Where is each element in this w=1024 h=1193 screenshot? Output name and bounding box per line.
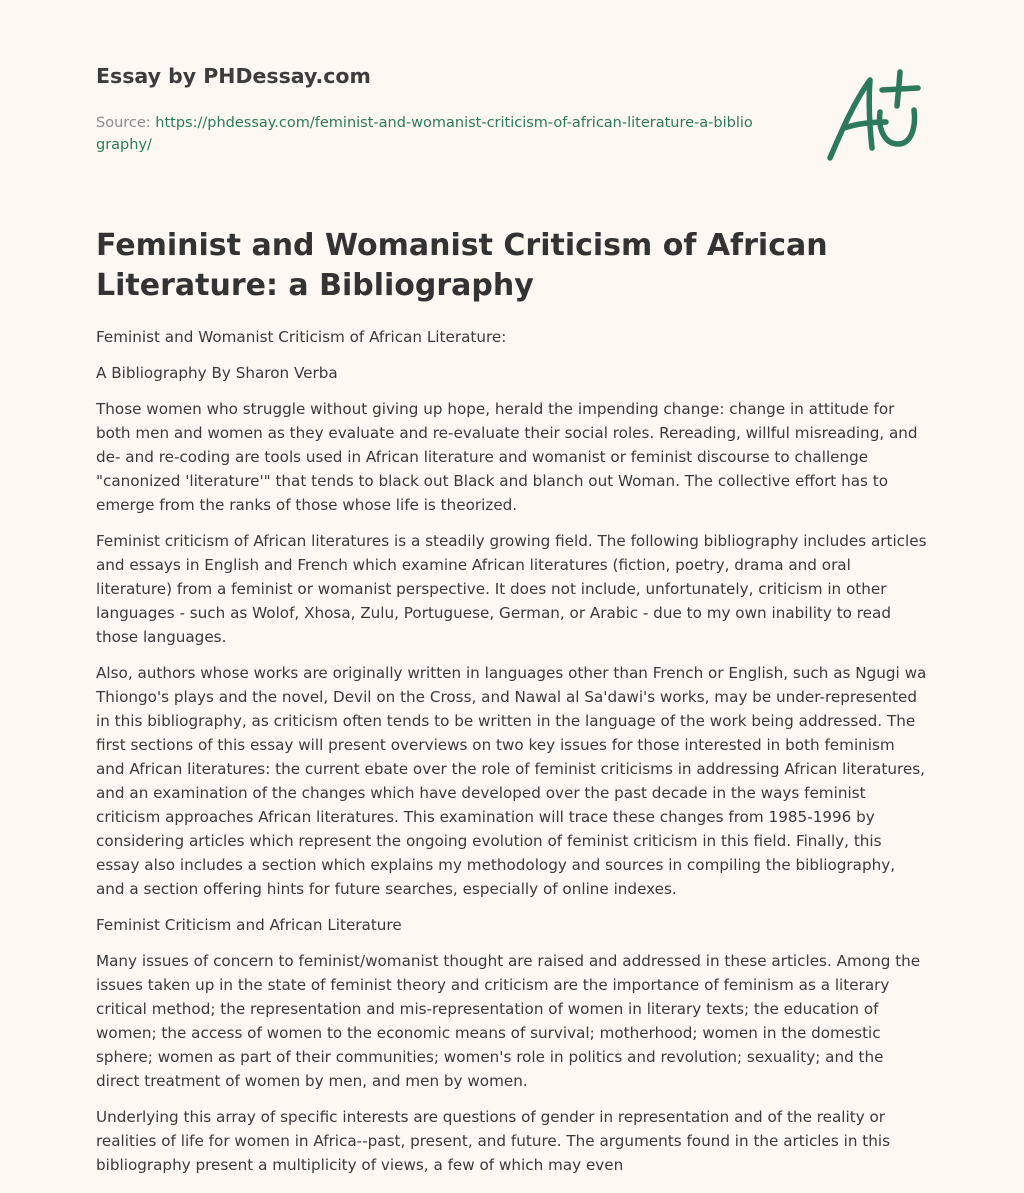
essay-title: Feminist and Womanist Criticism of African Literature: a Bibliography [96, 228, 828, 303]
a-plus-grade-icon [820, 64, 932, 168]
essay-paragraph: Feminist criticism of African literatures is a steadily growing field. The following bibliography includes articles and essays in English and French which examine African literatures (fiction, poetry, drama and oral literature) from a feminist or womanist perspective. It does not include, unfortunately, criticism in other languages - such as Wolof, Xhosa, Zulu, Portuguese, German, or Arabic - due to my own inability to read those languages. [96, 532, 927, 646]
source-link[interactable]: https://phdessay.com/feminist-and-womanist-criticism-of-african-literature-a-bibliography/ [96, 115, 753, 153]
essay-paragraph: Many issues of concern to feminist/womanist thought are raised and addressed in these articles. Among the issues taken up in the state of feminist theory and criticism are the importance of feminism as a literary critical method; the representation and mis-representation of women in literary texts; the education of women; the access of women to the economic means of survival; motherhood; women in the domestic sphere; women as part of their communities; women's role in politics and revolution; sexuality; and the direct treatment of women by men, and men by women. [96, 952, 921, 1090]
essay-paragraph: Those women who struggle without giving up hope, herald the impending change: change in attitude for both men and women as they evaluate and re-evaluate their social roles. Rereading, willful misreading, and de- and re-coding are tools used in African literature and womanist or feminist discourse to challenge "canonized 'literature'" that tends to black out Black and blanch out Woman. The collective effort has to emerge from the ranks of those whose life is theorized. [96, 400, 918, 514]
essay-body [96, 325, 928, 1189]
essay-paragraph: Underlying this array of specific interests are questions of gender in representation and of the reality or realities of life for women in Africa--past, present, and future. The arguments found in the articles in this bibliography present a multiplicity of views, a few of which may even [96, 1108, 890, 1174]
essay-paragraph: Feminist and Womanist Criticism of African Literature: [96, 328, 507, 346]
section-heading: Feminist Criticism and African Literature [96, 916, 402, 934]
source-line [96, 112, 756, 156]
site-brand: Essay by PHDessay.com [96, 64, 371, 88]
source-label: Source: [96, 115, 156, 131]
essay-paragraph: Also, authors whose works are originally written in languages other than French or English, such as Ngugi wa Thiongo's plays and the novel, Devil on the Cross, and Nawal al Sa'dawi's works, may be under-represented in this bibliography, as criticism often tends to be written in the language of the work being addressed. The first sections of this essay will present overviews on two key issues for those interested in both feminism and African literatures: the current ebate over the role of feminist criticisms in addressing African literatures, and an examination of the changes which have developed over the past decade in the ways feminist criticism approaches African literatures. This examination will trace these changes from 1985-1996 by considering articles which represent the ongoing evolution of feminist criticism in this field. Finally, this essay also includes a section which explains my methodology and sources in compiling the bibliography, and a section offering hints for future searches, especially of online indexes. [96, 664, 927, 898]
essay-paragraph: A Bibliography By Sharon Verba [96, 364, 338, 382]
